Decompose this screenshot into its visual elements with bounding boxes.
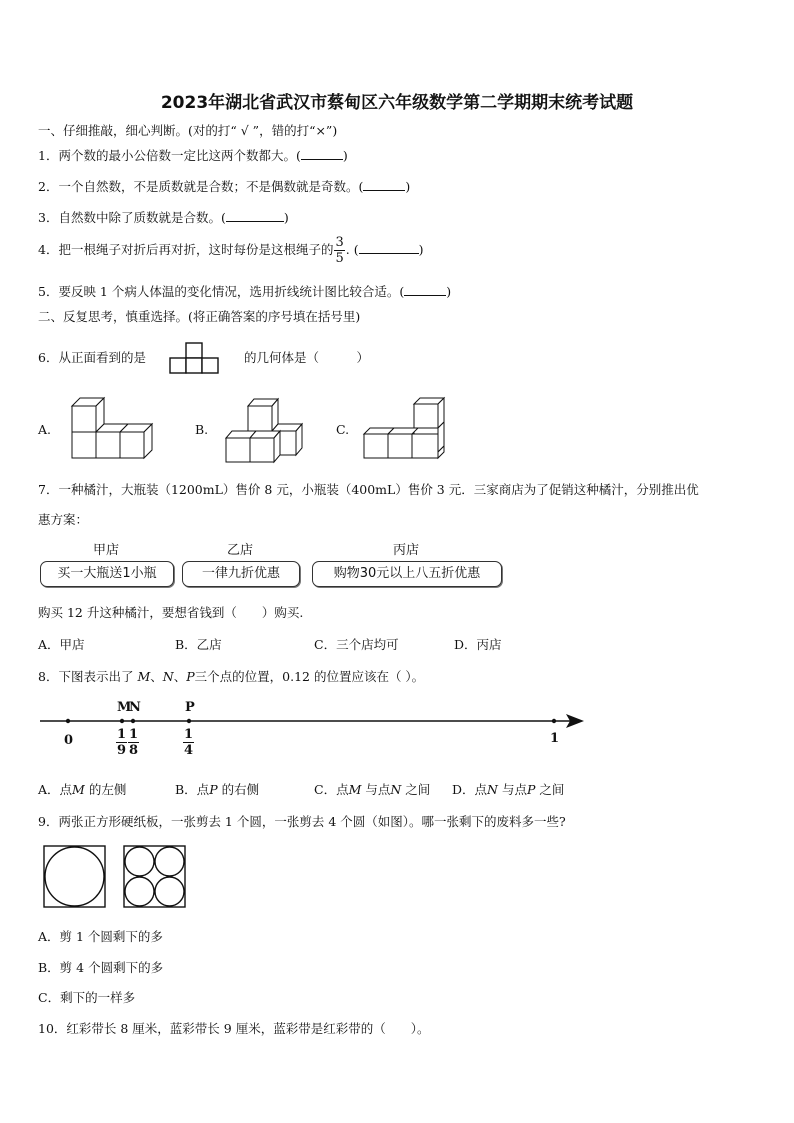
q8-option-d[interactable] xyxy=(452,780,564,798)
numerator: 1 xyxy=(183,727,194,742)
close-paren: ) xyxy=(418,242,424,257)
numerator: 1 xyxy=(128,727,139,742)
close-paren: ) xyxy=(283,210,289,225)
question-6-prefix: 6．从正面看到的是 xyxy=(38,350,146,365)
question-9: 9．两张正方形硬纸板，一张剪去 1 个圆，一张剪去 4 个圆（如图）。哪一张剩下的废料多一些? xyxy=(38,814,566,829)
point-n xyxy=(131,719,135,723)
option-text: 之间 xyxy=(401,782,431,797)
var-n: N xyxy=(487,782,498,797)
fraction-denominator: 5 xyxy=(335,251,344,266)
separator: 、 xyxy=(173,669,187,684)
frac-one-ninth xyxy=(116,727,127,758)
question-10: 10．红彩带长 8 厘米，蓝彩带长 9 厘米，蓝彩带是红彩带的（ ）。 xyxy=(38,1021,430,1036)
frac-one-eighth xyxy=(128,727,139,758)
q7-option-c[interactable]: C．三个店均可 xyxy=(314,637,399,652)
option-b-label: B. xyxy=(195,422,209,437)
var-p: P xyxy=(209,782,218,797)
var-m: M xyxy=(72,782,85,797)
q8-option-c[interactable] xyxy=(314,780,430,798)
option-text: 与点 xyxy=(361,782,391,797)
question-8-tail: 三个点的位置，0.12 的位置应该在（ ）。 xyxy=(194,669,425,684)
answer-blank[interactable] xyxy=(226,209,284,222)
shop-name-yi: 乙店 xyxy=(226,543,253,558)
close-paren: ) xyxy=(446,284,452,299)
answer-blank[interactable] xyxy=(301,147,343,160)
point-p xyxy=(187,719,191,723)
var-n: N xyxy=(390,782,402,797)
shop-offer-jia: 买一大瓶送1小瓶 xyxy=(40,561,174,587)
q7-option-d[interactable]: D．丙店 xyxy=(454,637,502,652)
front-view-figure xyxy=(168,341,224,375)
q9-option-b[interactable]: B．剪 4 个圆剩下的多 xyxy=(38,960,164,975)
q8-option-b[interactable] xyxy=(175,780,259,798)
separator: 、 xyxy=(150,669,163,684)
question-7-line-2: 惠方案： xyxy=(38,512,89,527)
option-text: A．点 xyxy=(38,782,73,797)
q9-option-a[interactable]: A．剪 1 个圆剩下的多 xyxy=(38,929,163,944)
label-zero: 0 xyxy=(64,733,74,748)
question-5 xyxy=(38,282,451,300)
fraction-three-fifths xyxy=(334,235,344,266)
square-one-circle xyxy=(43,845,107,909)
question-4-text: 4．把一根绳子对折后再对折，这时每份是这根绳子的 xyxy=(38,242,334,257)
question-7-ask: 购买 12 升这种橘汁，要想省钱到（ ）购买. xyxy=(38,605,304,620)
option-b-cubes xyxy=(224,396,310,466)
var-p: P xyxy=(526,782,536,797)
answer-blank[interactable] xyxy=(363,178,405,191)
point-m xyxy=(120,719,124,723)
question-2-text: 2．一个自然数，不是质数就是合数；不是偶数就是奇数。( xyxy=(38,179,364,194)
frac-one-quarter xyxy=(183,727,194,758)
option-a-label: A. xyxy=(38,422,52,437)
numerator: 1 xyxy=(116,727,127,742)
label-n: N xyxy=(129,700,141,715)
label-one: 1 xyxy=(550,731,560,746)
shop-offer-bing: 购物30元以上八五折优惠 xyxy=(312,561,502,587)
option-text: C．点 xyxy=(314,782,349,797)
question-4-tail: . ( xyxy=(345,242,359,257)
question-6-suffix: 的几何体是（ ） xyxy=(244,350,370,365)
point-one xyxy=(552,719,556,723)
var-m: M xyxy=(137,669,151,684)
section-2-heading: 二、反复思考，慎重选择。(将正确答案的序号填在括号里) xyxy=(38,309,361,324)
question-5-text: 5．要反映 1 个病人体温的变化情况，选用折线统计图比较合适。( xyxy=(38,284,405,299)
option-text: B．点 xyxy=(175,782,210,797)
close-paren: ) xyxy=(342,148,348,163)
label-p: P xyxy=(185,700,195,715)
question-2 xyxy=(38,177,410,195)
question-7-line-1: 7．一种橘汁，大瓶装（1200mL）售价 8 元，小瓶装（400mL）售价 3 元．三家商店为了促销这种橘汁，分别推出优 xyxy=(38,482,699,497)
fraction-numerator: 3 xyxy=(335,235,344,250)
q9-option-c[interactable]: C．剩下的一样多 xyxy=(38,990,136,1005)
label-m: M xyxy=(117,700,132,715)
q7-option-a[interactable]: A．甲店 xyxy=(38,637,85,652)
square-four-circles xyxy=(123,845,187,909)
q7-option-b[interactable]: B．乙店 xyxy=(175,637,222,652)
answer-blank[interactable] xyxy=(359,241,419,254)
question-8-text: 8．下图表示出了 xyxy=(38,669,134,684)
section-1-heading: 一、仔细推敲，细心判断。(对的打“ √ ”，错的打“×”) xyxy=(38,123,338,138)
option-text: 的左侧 xyxy=(84,782,127,797)
denominator: 8 xyxy=(128,743,139,758)
close-paren: ) xyxy=(405,179,411,194)
shop-offer-yi: 一律九折优惠 xyxy=(182,561,300,587)
shop-name-bing: 丙店 xyxy=(392,543,419,558)
option-c-label: C. xyxy=(336,422,350,437)
option-text: 与点 xyxy=(497,782,527,797)
option-c-cubes xyxy=(362,396,448,462)
option-text: 的右侧 xyxy=(217,782,260,797)
q8-option-a[interactable] xyxy=(38,780,126,798)
question-1-text: 1．两个数的最小公倍数一定比这两个数都大。( xyxy=(38,148,301,163)
option-a-cubes xyxy=(66,396,166,462)
question-3 xyxy=(38,208,289,226)
denominator: 4 xyxy=(183,743,194,758)
var-m: M xyxy=(348,782,362,797)
answer-blank[interactable] xyxy=(404,283,446,296)
shop-name-jia: 甲店 xyxy=(92,543,119,558)
var-p: P xyxy=(186,669,195,684)
question-8 xyxy=(38,667,424,685)
page-title: 2023年湖北省武汉市蔡甸区六年级数学第二学期期末统考试题 xyxy=(160,93,634,113)
denominator: 9 xyxy=(116,743,127,758)
point-zero xyxy=(66,719,70,723)
question-1 xyxy=(38,146,348,164)
var-n: N xyxy=(162,669,174,684)
option-text: 之间 xyxy=(535,782,565,797)
option-text: D．点 xyxy=(452,782,488,797)
question-4 xyxy=(38,235,423,266)
question-3-text: 3．自然数中除了质数就是合数。( xyxy=(38,210,226,225)
